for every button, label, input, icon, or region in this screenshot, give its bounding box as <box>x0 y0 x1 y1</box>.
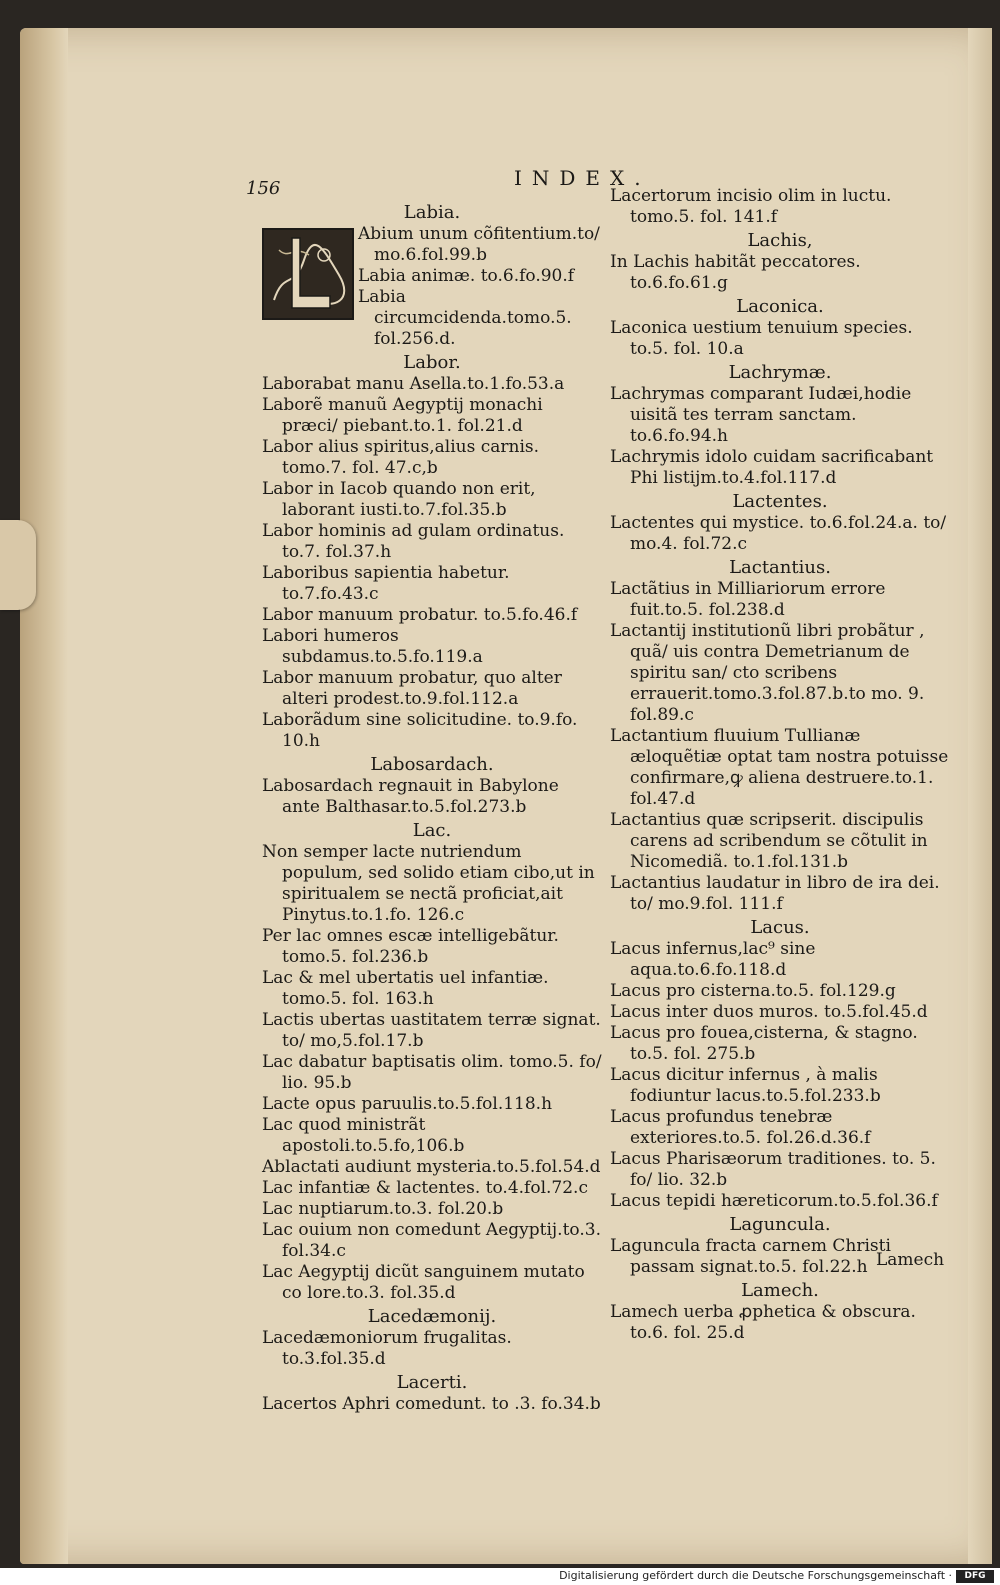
index-entry: Lacus tepidi hæreticorum.to.5.fol.36.f <box>610 1191 938 1211</box>
index-entry: In Lachis habitãt peccatores. to.6.fo.61.g <box>610 252 861 293</box>
initial-block <box>262 224 602 350</box>
index-entry: Lac infantiæ & lactentes. to.4.fol.72.c <box>262 1178 588 1198</box>
index-heading: Laguncula. <box>729 1214 831 1235</box>
index-entry: Lacus infernus,lac⁹ sine aqua.to.6.fo.118.d <box>610 939 816 980</box>
index-entry: Labor in Iacob quando non erit, laborant iusti.to.7.fol.35.b <box>262 479 536 520</box>
index-entry: Lamech uerba ꝓphetica & obscura. to.6. fol. 25.d <box>610 1302 916 1343</box>
index-entry: Labia circumcidenda.tomo.5. fol.256.d. <box>358 287 572 349</box>
index-entry: Ablactati audiunt mysteria.to.5.fol.54.d <box>262 1157 601 1177</box>
index-entry: Labor hominis ad gulam ordinatus. to.7. fol.37.h <box>262 521 565 562</box>
index-entry: Lachrymis idolo cuidam sacrificabant Phi listijm.to.4.fol.117.d <box>610 447 934 488</box>
index-entry: Lac dabatur baptisatis olim. tomo.5. fo/ lio. 95.b <box>262 1052 602 1093</box>
digitization-footer <box>0 1568 1000 1585</box>
index-entry: Lactis ubertas uastitatem terræ signat. to/ mo,5.fol.17.b <box>262 1010 601 1051</box>
index-entry: Lacus inter duos muros. to.5.fol.45.d <box>610 1002 928 1022</box>
index-entry: Abium unum cõfitentium.to/ mo.6.fol.99.b <box>358 224 600 265</box>
running-header: INDEX. <box>514 166 651 190</box>
index-entry: Laborãdum sine solicitudine. to.9.fo. 10.h <box>262 710 578 751</box>
index-entry: Lactantius quæ scripserit. discipulis carens ad scribendum se cõtulit in Nicomediã. to.1.fol.131.b <box>610 810 928 872</box>
index-entry: Lactãtius in Milliariorum errore fuit.to.5. fol.238.d <box>610 579 886 620</box>
index-entry: Lacte opus paruulis.to.5.fol.118.h <box>262 1094 553 1114</box>
index-entry: Lactantij institutionũ libri probãtur , quã/ uis contra Demetrianum de spiritu san/ cto scribens errauerit.tomo.3.fol.87.b.to mo. 9. fol.89.c <box>610 621 925 725</box>
index-entry: Laboribus sapientia habetur. to.7.fo.43.c <box>262 563 510 604</box>
index-entry: Lacertos Aphri comedunt. to .3. fo.34.b <box>262 1394 601 1414</box>
index-column-left <box>262 200 602 1415</box>
index-entry: Labor alius spiritus,alius carnis. tomo.7. fol. 47.c,b <box>262 437 540 478</box>
decorated-initial-l <box>262 228 354 320</box>
index-heading: Labosardach. <box>370 754 494 775</box>
index-entry: Lac quod ministrãt apostoli.to.5.fo,106.b <box>262 1115 465 1156</box>
index-heading: Lactantius. <box>729 557 831 578</box>
index-entry: Lac & mel ubertatis uel infantiæ. tomo.5. fol. 163.h <box>262 968 549 1009</box>
index-entry: Lac nuptiarum.to.3. fol.20.b <box>262 1199 504 1219</box>
index-entry: Lacus pro cisterna.to.5. fol.129.g <box>610 981 896 1001</box>
bookmark-tab <box>0 520 36 610</box>
index-entry: Lacedæmoniorum frugalitas. to.3.fol.35.d <box>262 1328 512 1369</box>
index-entry: Lacus dicitur infernus , à malis fodiuntur lacus.to.5.fol.233.b <box>610 1065 881 1106</box>
index-heading: Lac. <box>412 820 452 841</box>
index-entry: Lactantius laudatur in libro de ira dei. to/ mo.9.fol. 111.f <box>610 873 940 914</box>
index-entry: Lacertorum incisio olim in luctu. tomo.5. fol. 141.f <box>610 186 892 227</box>
dfg-logo: DFG <box>956 1570 994 1583</box>
index-entry: Lactantium fluuium Tullianæ æloquẽtiæ optat tam nostra potuisse confirmare,ꝙ aliena destruere.to.1. fol.47.d <box>610 726 949 809</box>
index-heading: Lachrymæ. <box>728 362 832 383</box>
index-entry: Per lac omnes escæ intelligebãtur. tomo.5. fol.236.b <box>262 926 559 967</box>
catchword: Lamech <box>876 1250 945 1270</box>
index-entry: Labor manuum probatur, quo alter alteri prodest.to.9.fol.112.a <box>262 668 562 709</box>
index-entry: Lac Aegyptij dicũt sanguinem mutato co lore.to.3. fol.35.d <box>262 1262 585 1303</box>
index-entry: Laborabat manu Asella.to.1.fo.53.a <box>262 374 565 394</box>
index-entry: Labori humeros subdamus.to.5.fo.119.a <box>262 626 483 667</box>
index-heading: Lamech. <box>741 1280 819 1301</box>
index-entry: Lac ouium non comedunt Aegyptij.to.3. fol.34.c <box>262 1220 601 1261</box>
index-entry: Labosardach regnauit in Babylone ante Balthasar.to.5.fol.273.b <box>262 776 559 817</box>
index-heading: Lacerti. <box>396 1372 468 1393</box>
index-entry: Non semper lacte nutriendum populum, sed solido etiam cibo,ut in spiritualem se nectã proficiat,ait Pinytus.to.1.fo. 126.c <box>262 842 595 925</box>
index-heading: Lacedæmonij. <box>367 1306 497 1327</box>
page-edge <box>968 28 992 1564</box>
page-number: 156 <box>246 178 281 199</box>
index-entry: Lacus pro fouea,cisterna, & stagno. to.5. fol. 275.b <box>610 1023 918 1064</box>
index-heading: Laconica. <box>736 296 824 317</box>
index-heading: Labia. <box>403 202 461 223</box>
index-entry: Laconica uestium tenuium species. to.5. fol. 10.a <box>610 318 913 359</box>
index-heading: Lachis, <box>747 230 813 251</box>
page-gutter <box>20 28 68 1564</box>
index-entry: Lacus Pharisæorum traditiones. to. 5. fo/ lio. 32.b <box>610 1149 936 1190</box>
index-heading: Labor. <box>403 352 461 373</box>
footer-credit: Digitalisierung gefördert durch die Deutsche Forschungsgemeinschaft · <box>559 1569 952 1582</box>
index-entry: Lacus profundus tenebræ exteriores.to.5. fol.26.d.36.f <box>610 1107 871 1148</box>
index-heading: Lacus. <box>750 917 810 938</box>
index-entry: Labia animæ. to.6.fo.90.f <box>358 266 575 286</box>
index-entry: Laguncula fracta carnem Christi passam signat.to.5. fol.22.h <box>610 1236 891 1277</box>
index-entry: Lachrymas comparant Iudæi,hodie uisitã tes terram sanctam. to.6.fo.94.h <box>610 384 912 446</box>
index-heading: Lactentes. <box>732 491 828 512</box>
index-entry: Labor manuum probatur. to.5.fo.46.f <box>262 605 578 625</box>
index-entry: Laborẽ manuũ Aegyptij monachi præci/ piebant.to.1. fol.21.d <box>262 395 543 436</box>
index-entry: Lactentes qui mystice. to.6.fol.24.a. to/ mo.4. fol.72.c <box>610 513 947 554</box>
index-column-right <box>610 186 950 1344</box>
